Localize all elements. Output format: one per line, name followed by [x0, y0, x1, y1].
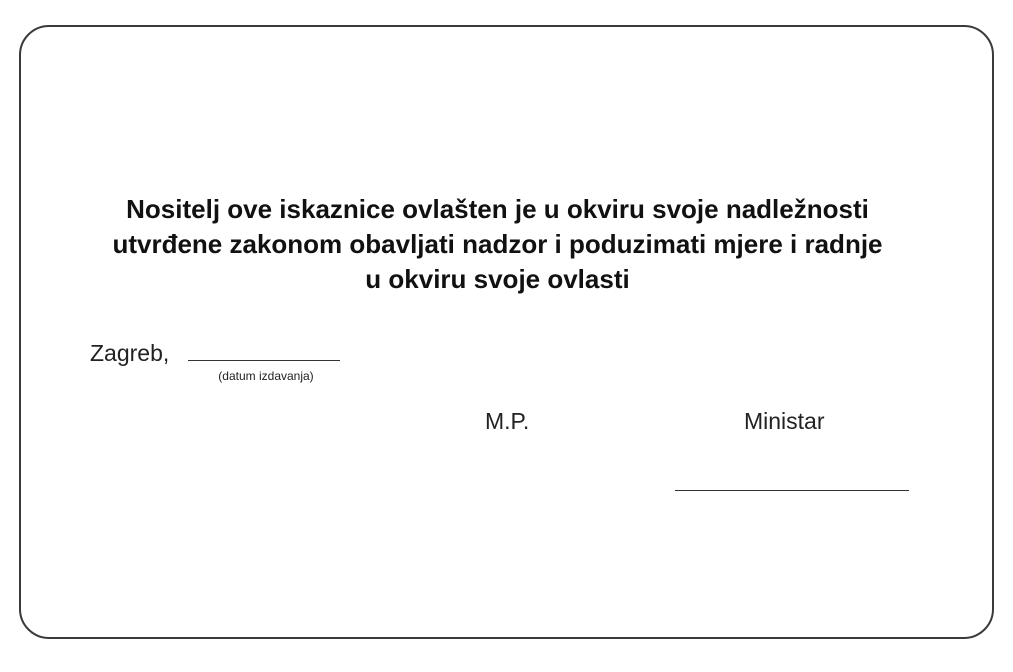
statement-line-1: Nositelj ove iskaznice ovlašten je u okviru svoje nadležnosti: [126, 194, 869, 224]
signature-line: [675, 490, 909, 491]
statement-line-3: u okviru svoje ovlasti: [365, 264, 630, 294]
issue-date-line: [188, 360, 340, 361]
issue-date-caption: (datum izdavanja): [218, 369, 314, 383]
seal-placeholder-label: M.P.: [485, 408, 530, 434]
statement-line-2: utvrđene zakonom obavljati nadzor i poduzimati mjere i radnje: [112, 229, 883, 259]
id-card-back: [19, 25, 994, 639]
issue-place-label: Zagreb,: [90, 340, 170, 366]
signatory-title: Ministar: [744, 408, 825, 434]
authorization-statement: [40, 192, 955, 297]
